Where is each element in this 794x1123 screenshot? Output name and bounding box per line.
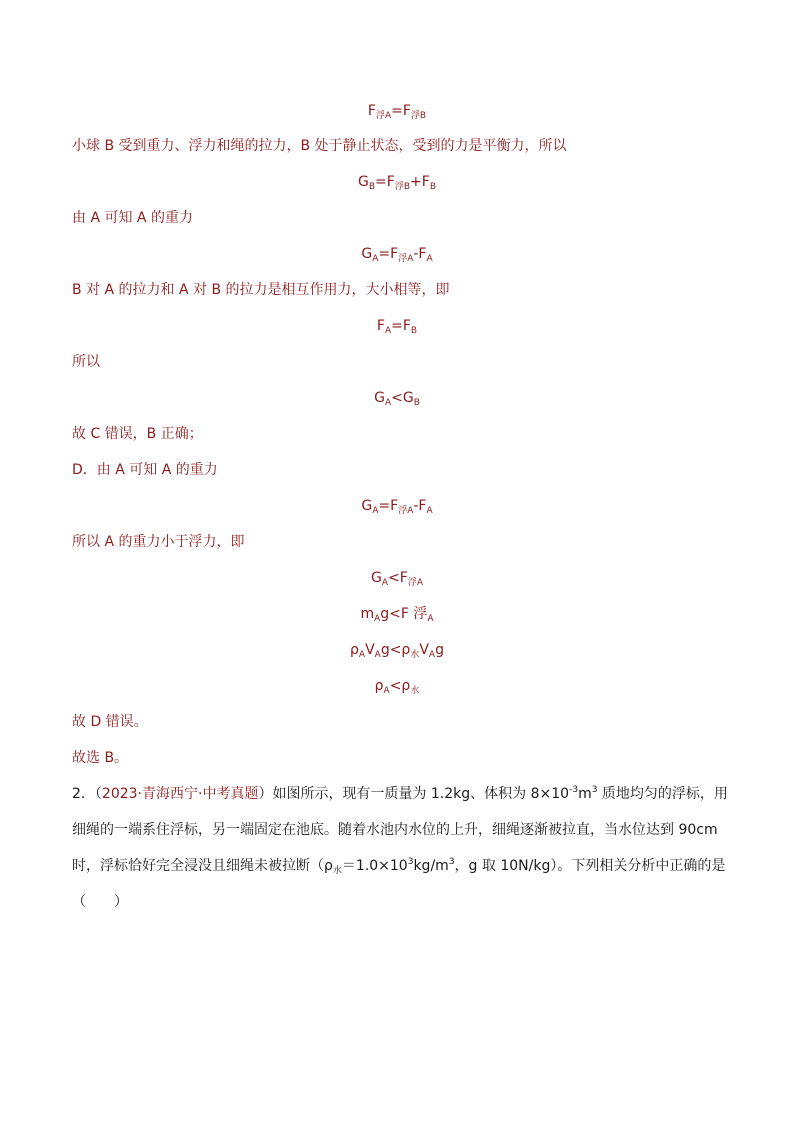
text-line-8: 故 D 错误。 xyxy=(72,714,148,730)
equation-1: $F_{浮A}=F_{浮B}$ xyxy=(367,103,427,121)
text-line-1: 小球 B 受到重力、浮力和绳的拉力，B 处于静止状态，受到的力是平衡力，所以 xyxy=(72,138,567,154)
equation-5: $G_A<G_B$ xyxy=(374,390,420,408)
question-2-line-1: 2．（2023·青海西宁·中考真题）如图所示，现有一质量为 1.2kg、体积为 $8\times 10^{-3}m^3$ 质地均匀的浮标，用 xyxy=(72,785,728,802)
text-line-4: 所以 xyxy=(72,354,100,370)
answer-blank: （ ） xyxy=(72,894,128,910)
text-line-5: 故 C 错误，B 正确； xyxy=(72,426,203,442)
question-2-line-2: 细绳的一端系住浮标，另一端固定在池底。随着水池内水位的上升，细绳逐渐被拉直，当水位达到 90cm xyxy=(72,822,718,838)
question-2-line-3: 时，浮标恰好完全浸没且细绳未被拉断（$\rho_水=1.0\times 10^3kg/m^3$，g 取 10N/kg）。下列相关分析中正确的是 xyxy=(72,857,726,876)
equation-7: $G_A<F_{浮A}$ xyxy=(371,570,423,588)
text-line-9: 故选 B。 xyxy=(72,750,129,766)
equation-10: $\rho_A<\rho_水$ xyxy=(374,678,420,696)
equation-4: $F_A=F_B$ xyxy=(376,318,418,336)
text-line-3: B 对 A 的拉力和 A 对 B 的拉力是相互作用力，大小相等，即 xyxy=(72,282,450,298)
question-source: 2023·青海西宁·中考真题 xyxy=(101,786,259,802)
equation-9: $\rho_AV_Ag<\rho_水V_Ag$ xyxy=(350,642,444,660)
equation-2: $G_B=F_{浮B}+F_B$ xyxy=(357,174,436,192)
question-number: 2． xyxy=(72,786,95,802)
text-line-2: 由 A 可知 A 的重力 xyxy=(72,210,193,226)
equation-6: $G_A=F_{浮A}-F_A$ xyxy=(361,498,433,516)
text-line-7: 所以 A 的重力小于浮力，即 xyxy=(72,534,245,550)
equation-8: $m_Ag<F$ 浮$_A$ xyxy=(360,606,434,624)
text-line-6: D．由 A 可知 A 的重力 xyxy=(72,462,218,478)
equation-3: $G_A=F_{浮A}-F_A$ xyxy=(361,246,433,264)
